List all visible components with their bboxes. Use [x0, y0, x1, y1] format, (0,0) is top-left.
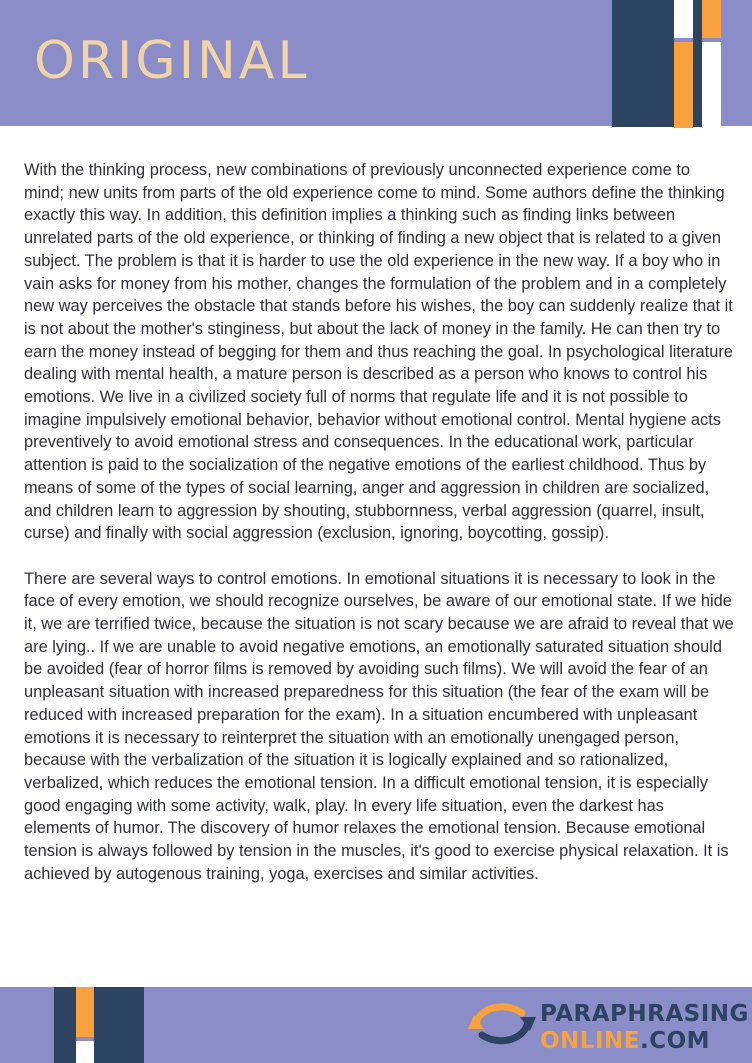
paragraph-1: With the thinking process, new combinations of previously unconnected experience come to mind; new units from parts of the old experience come to mind. Some authors define the thinking exactly this way. In addition, this definition implies a thinking such as finding links between unrelated parts of the old experience, or thinking of finding a new object that is related to a given subject. The problem is that it is harder to use the old experience in the new way. If a boy who in vain asks for money from his mother, changes the formulation of the problem and in a completely new way perceives the obstacle that stands before his wishes, the boy can suddenly realize that it is not about the mother's stinginess, but about the lack of money in the family. He can then try to earn the money instead of begging for them and thus reaching the goal. In psychological literature dealing with mental health, a mature person is described as a person who knows to control his emotions. We live in a civilized society full of norms that regulate life and it is not possible to imagine impulsively emotional behavior, behavior without emotional control. Mental hygiene acts preventively to avoid emotional stress and consequences. In the educational work, particular attention is paid to the socialization of the negative emotions of the earliest childhood. Thus by means of some of the types of social learning, anger and aggression in children are socialized, and children learn to aggression by shouting, stubbornness, verbal aggression (quarrel, insult, curse) and finally with social aggression (exclusion, ignoring, boycotting, gossip). — [24, 161, 733, 543]
brand-logo[interactable] — [466, 993, 749, 1054]
footer-deco-white-bar — [76, 1041, 94, 1063]
brand-name-online: ONLINE — [540, 1028, 640, 1054]
brand-name-line2 — [540, 1028, 710, 1054]
header-deco-orange-top — [702, 0, 721, 38]
header-deco-orange-bar — [674, 42, 693, 128]
header-deco-white-top — [674, 0, 693, 38]
brand-name-line1: PARAPHRASING — [540, 1001, 749, 1027]
header-deco-white-bar — [702, 42, 721, 128]
footer-deco-orange-bar — [76, 987, 94, 1037]
paragraph-2: There are several ways to control emotions. In emotional situations it is necessary to look in the face of every emotion, we should recognize ourselves, be aware of our emotional state. If we hide it, we are terrified twice, because the situation is not scary because we are afraid to reveal that we are lying.. If we are unable to avoid negative emotions, an emotionally saturated situation should be avoided (fear of horror films is removed by avoiding such films). We will avoid the fear of an unpleasant situation with increased preparedness for this situation (the fear of the exam will be reduced with increased preparation for the exam). In a situation encumbered with unpleasant emotions it is necessary to reinterpret the situation with an emotionally unengaged person, because with the verbalization of the situation it is logically explained and so rationalized, verbalized, which reduces the emotional tension. In a difficult emotional tension, it is especially good engaging with some activity, walk, play. In every life situation, even the darkest has elements of humor. The discovery of humor relaxes the emotional tension. Because emotional tension is always followed by tension in the muscles, it's good to exercise physical relaxation. It is achieved by autogenous training, yoga, exercises and similar activities. — [24, 569, 734, 883]
header-deco-navy-thin — [693, 0, 702, 127]
header-deco-navy-bar — [612, 0, 674, 127]
footer-banner — [0, 987, 752, 1063]
footer-deco-navy-left — [54, 987, 76, 1063]
document-body — [24, 159, 734, 908]
page-title: ORIGINAL — [34, 31, 310, 91]
footer-deco-navy-right — [94, 987, 144, 1063]
brand-name-dotcom: .COM — [639, 1028, 711, 1054]
refresh-arrows-icon — [466, 995, 538, 1051]
